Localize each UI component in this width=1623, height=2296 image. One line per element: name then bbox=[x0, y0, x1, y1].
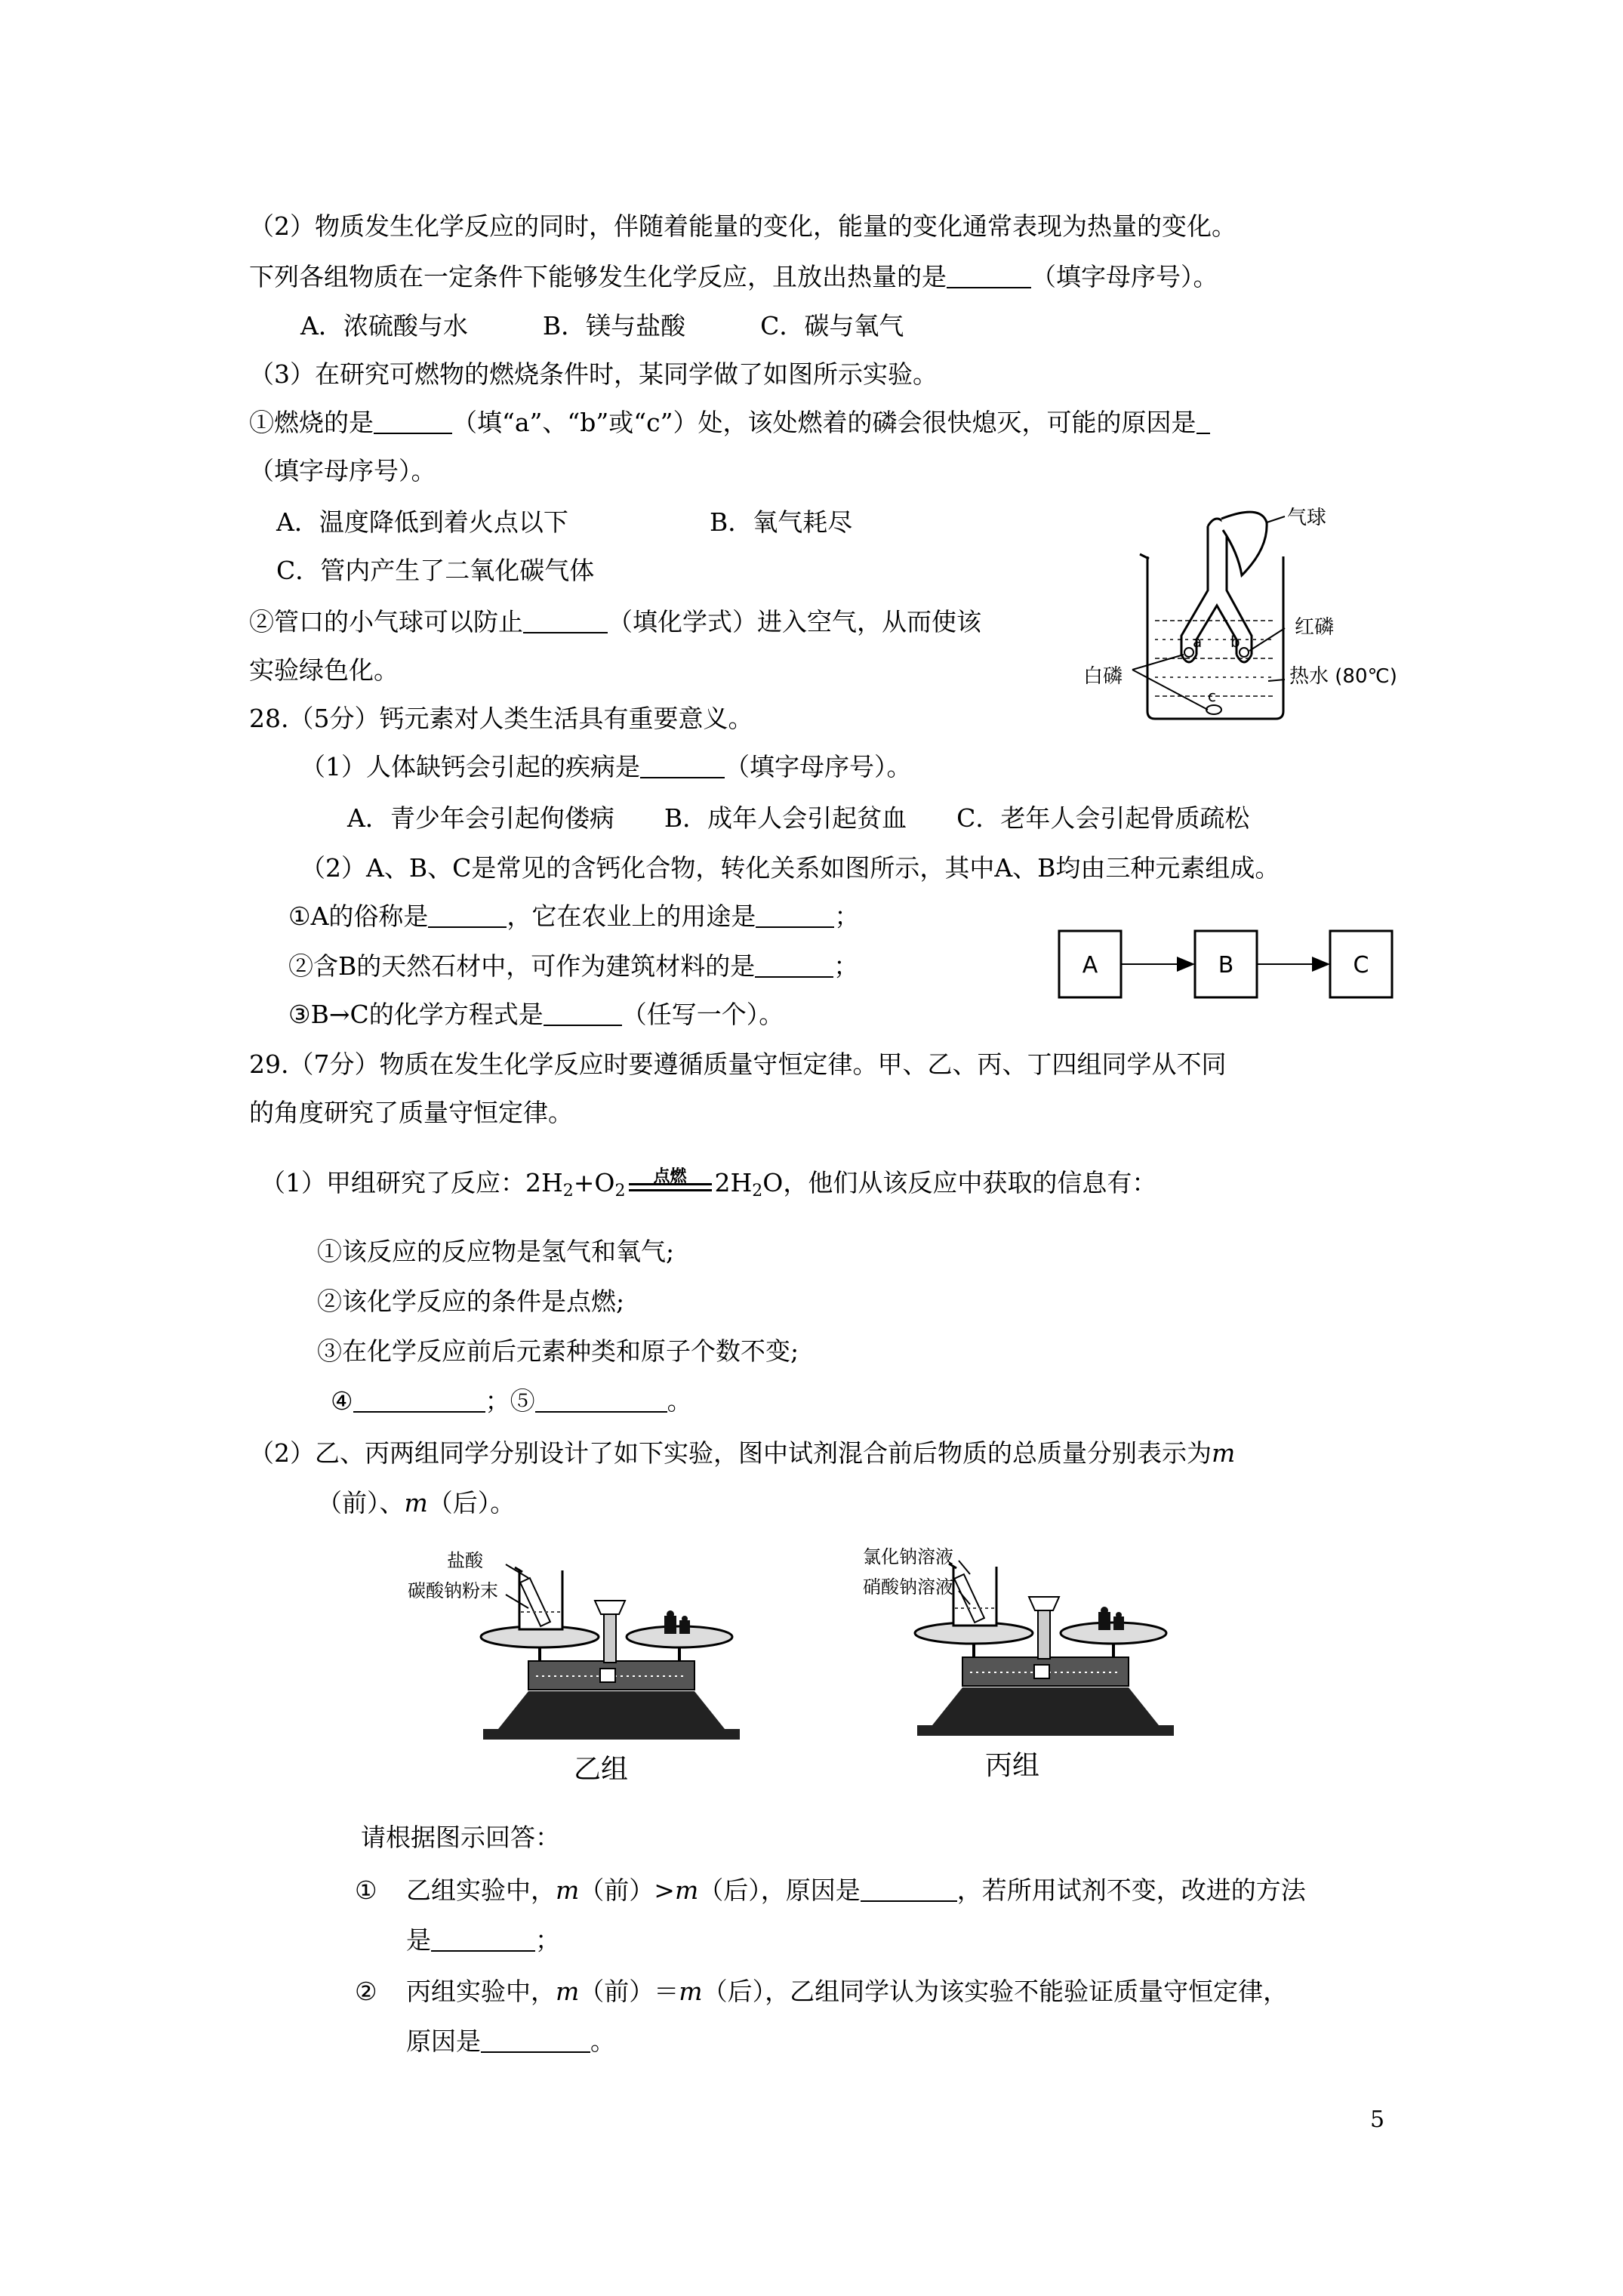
q27-p2-line2 bbox=[249, 260, 1218, 294]
text: （后），原因是 bbox=[698, 1875, 861, 1905]
answer-blank[interactable] bbox=[353, 1388, 485, 1413]
text: （2）乙、丙两组同学分别设计了如下实验，图中试剂混合前后物质的总质量分别表示为 bbox=[249, 1438, 1212, 1468]
combustion-apparatus-figure bbox=[1083, 507, 1404, 726]
text: （后），乙组同学认为该实验不能验证质量守恒定律， bbox=[702, 1977, 1289, 2006]
q29-p2-line1 bbox=[249, 1437, 1235, 1470]
answer-blank[interactable] bbox=[523, 609, 608, 633]
box-a-label: A bbox=[1082, 952, 1098, 978]
q29-a1-line1 bbox=[406, 1874, 1306, 1907]
q29-p1 bbox=[260, 1166, 1156, 1208]
q28-s2 bbox=[288, 950, 858, 983]
q29-info3: ③在化学反应前后元素种类和原子个数不变; bbox=[317, 1336, 799, 1366]
answer-blank[interactable] bbox=[535, 1388, 667, 1413]
box-c-label: C bbox=[1353, 952, 1369, 978]
white-phosphorus-label: 白磷 bbox=[1083, 665, 1123, 688]
text: ； bbox=[833, 951, 859, 981]
text: 丙组实验中， bbox=[406, 1977, 556, 2006]
text: （前）、 bbox=[317, 1488, 405, 1518]
text: m bbox=[679, 1977, 703, 2006]
q29-title-line2: 的角度研究了质量守恒定律。 bbox=[249, 1098, 573, 1127]
equation bbox=[525, 1167, 784, 1200]
text: （填字母序号）。 bbox=[725, 752, 912, 781]
text: ②管口的小气球可以防止 bbox=[249, 607, 523, 636]
text: ；⑤ bbox=[485, 1386, 535, 1416]
text: 2H bbox=[714, 1168, 753, 1197]
q28-p1-options: A．青少年会引起佝偻病 B．成年人会引起贫血 C．老年人会引起骨质疏松 bbox=[347, 803, 1250, 833]
q28-s1 bbox=[288, 900, 859, 933]
answer-blank[interactable] bbox=[374, 410, 452, 434]
text: ，它在农业上的用途是 bbox=[507, 901, 756, 931]
line bbox=[629, 1183, 712, 1185]
text: ①燃烧的是 bbox=[249, 408, 374, 437]
point-b-label: b bbox=[1230, 633, 1240, 651]
q27-p3-line2 bbox=[249, 406, 1210, 439]
q29-a2-line2 bbox=[406, 2025, 615, 2058]
text: ，他们从该反应中获取的信息有： bbox=[783, 1168, 1157, 1197]
q28-p2: （2）A、B、C是常见的含钙化合物，转化关系如图所示，其中A、B均由三种元素组成。 bbox=[300, 853, 1280, 883]
conversion-diagram bbox=[1057, 929, 1397, 1004]
text: 2 bbox=[752, 1182, 763, 1200]
reaction-arrow bbox=[626, 1166, 715, 1200]
text: 。 bbox=[667, 1386, 692, 1416]
text: 。 bbox=[590, 2026, 615, 2056]
text: （填字母序号）。 bbox=[1031, 262, 1218, 291]
answer-blank[interactable] bbox=[544, 1002, 622, 1026]
q29-a1-number: ① bbox=[355, 1875, 377, 1905]
q27-p3-line6: 实验绿色化。 bbox=[249, 655, 399, 685]
q29-info2: ②该化学反应的条件是点燃; bbox=[317, 1287, 625, 1316]
text: ，若所用试剂不变，改进的方法 bbox=[956, 1875, 1306, 1905]
red-phosphorus-label: 红磷 bbox=[1295, 616, 1335, 639]
text: 乙组实验中， bbox=[406, 1875, 556, 1905]
q29-info1: ①该反应的反应物是氢气和氧气; bbox=[317, 1237, 675, 1266]
answer-blank[interactable] bbox=[431, 1928, 535, 1952]
text: ； bbox=[535, 1925, 560, 1955]
label-sodium-chloride-solution: 氯化钠溶液 bbox=[863, 1546, 953, 1567]
q28-s3 bbox=[288, 998, 784, 1031]
point-a-label: a bbox=[1193, 633, 1203, 651]
q29-title-line1: 29.（7分）物质在发生化学反应时要遵循质量守恒定律。甲、乙、丙、丁四组同学从不同 bbox=[249, 1049, 1227, 1079]
line bbox=[629, 1189, 712, 1191]
q27-p3-line5 bbox=[249, 606, 981, 639]
text: （任写一个）。 bbox=[621, 1000, 784, 1029]
text: （1）人体缺钙会引起的疾病是 bbox=[300, 752, 640, 781]
text: m bbox=[556, 1977, 580, 2006]
text: m bbox=[1212, 1438, 1236, 1468]
q27-p2-line1: （2）物质发生化学反应的同时，伴随着能量的变化，能量的变化通常表现为热量的变化。 bbox=[249, 211, 1236, 241]
text: （前）＝ bbox=[579, 1977, 679, 2006]
answer-blank[interactable] bbox=[1196, 410, 1210, 434]
point-c-label: c bbox=[1208, 687, 1216, 705]
q29-info4 bbox=[331, 1385, 692, 1418]
answer-blank[interactable] bbox=[640, 754, 725, 778]
q27-p3-optB: B．氧气耗尽 bbox=[710, 507, 853, 537]
text: 2 bbox=[614, 1182, 626, 1200]
hot-water-label: 热水 (80℃) bbox=[1289, 665, 1397, 688]
answer-blank[interactable] bbox=[947, 264, 1031, 288]
label-sodium-nitrate-solution: 硝酸钠溶液 bbox=[863, 1576, 953, 1598]
caption-bing: 丙组 bbox=[985, 1750, 1040, 1781]
answer-blank[interactable] bbox=[755, 954, 833, 978]
q27-p3-line1: （3）在研究可燃物的燃烧条件时，某同学做了如图所示实验。 bbox=[249, 359, 938, 389]
answer-blank[interactable] bbox=[756, 904, 834, 928]
q27-p3-line3: （填字母序号）。 bbox=[249, 456, 436, 485]
answer-blank[interactable] bbox=[861, 1878, 957, 1902]
q27-p2-options: A．浓硫酸与水 B．镁与盐酸 C．碳与氧气 bbox=[300, 311, 904, 341]
text: 是 bbox=[406, 1925, 431, 1955]
q29-a2-line1 bbox=[406, 1975, 1288, 2008]
text: ④ bbox=[331, 1386, 353, 1416]
balloon-label: 气球 bbox=[1287, 507, 1327, 529]
caption-yi: 乙组 bbox=[574, 1754, 629, 1785]
q29-p2-line2 bbox=[317, 1487, 515, 1520]
text: m bbox=[404, 1488, 428, 1518]
page-number: 5 bbox=[1370, 2106, 1385, 2133]
text: （后）。 bbox=[427, 1488, 516, 1518]
text: 下列各组物质在一定条件下能够发生化学反应，且放出热量的是 bbox=[249, 262, 947, 291]
q28-title: 28.（5分）钙元素对人类生活具有重要意义。 bbox=[249, 704, 753, 733]
answer-blank[interactable] bbox=[428, 904, 507, 928]
text: 2 bbox=[562, 1182, 574, 1200]
label-sodium-carbonate-powder: 碳酸钠粉末 bbox=[408, 1580, 498, 1601]
text: +O bbox=[573, 1168, 615, 1197]
balance-figure-yi bbox=[408, 1533, 770, 1785]
text: 原因是 bbox=[406, 2026, 481, 2056]
text: （1）甲组研究了反应： bbox=[260, 1168, 525, 1197]
text: m bbox=[556, 1875, 580, 1905]
text: （填“a”、“b”或“c”）处，该处燃着的磷会很快熄灭，可能的原因是 bbox=[452, 408, 1196, 437]
condition-label: 点燃 bbox=[653, 1167, 687, 1186]
q28-p1 bbox=[300, 750, 912, 784]
answer-blank[interactable] bbox=[481, 2029, 590, 2053]
text: ③B→C的化学方程式是 bbox=[288, 1000, 544, 1029]
q29-a2-number: ② bbox=[355, 1977, 377, 2006]
q29-a1-line2 bbox=[406, 1924, 560, 1957]
text: ； bbox=[834, 901, 860, 931]
q27-p3-optC: C．管内产生了二氧化碳气体 bbox=[276, 556, 595, 585]
q27-p3-optA: A．温度降低到着火点以下 bbox=[276, 507, 568, 537]
box-b-label: B bbox=[1218, 952, 1234, 978]
text: ②含B的天然石材中，可作为建筑材料的是 bbox=[288, 951, 756, 981]
text: （填化学式）进入空气，从而使该 bbox=[608, 607, 981, 636]
label-hydrochloric-acid: 盐酸 bbox=[447, 1550, 483, 1571]
balance-figure-bing bbox=[863, 1529, 1204, 1781]
text: O bbox=[762, 1168, 784, 1197]
text: （前）> bbox=[579, 1875, 675, 1905]
q29-prompt: 请根据图示回答： bbox=[361, 1823, 560, 1852]
text: 2H bbox=[525, 1168, 563, 1197]
text: m bbox=[674, 1875, 699, 1905]
text: ①A的俗称是 bbox=[288, 901, 429, 931]
